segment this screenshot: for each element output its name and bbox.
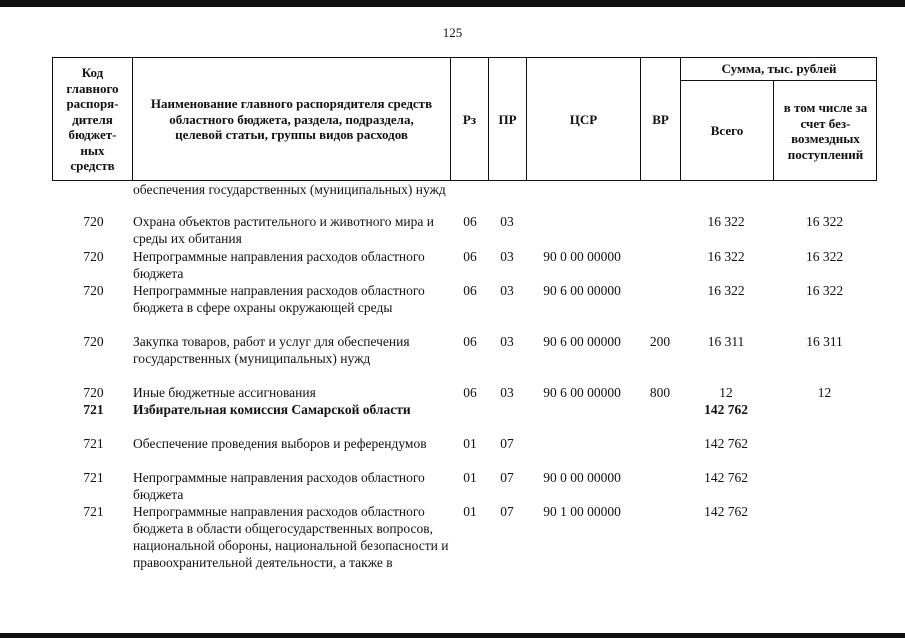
cell-free: 16 311 bbox=[806, 334, 843, 349]
header-name: Наименование главного распорядителя средств областного бюджета, раздела, подраздела, целевой статьи, группы видов расходов bbox=[132, 57, 450, 181]
header-sum: Сумма, тыс. рублей bbox=[680, 57, 877, 80]
cell-pr: 03 bbox=[500, 249, 514, 264]
cell-name: Непрограммные направления расходов областного бюджета в области общегосударственных вопросов, национальной обороны, национальной безопасности и правоохранительной деятельности, а также в bbox=[133, 504, 449, 570]
cell-code: 720 bbox=[83, 283, 104, 298]
cell-free: 12 bbox=[817, 385, 832, 400]
cell-name: Иные бюджетные ассигнования bbox=[133, 385, 316, 400]
cell-csr: 90 0 00 00000 bbox=[543, 249, 621, 264]
header-right-border bbox=[876, 57, 877, 181]
cell-code: 720 bbox=[83, 385, 104, 400]
cell-name: Избирательная комиссия Самарской области bbox=[133, 402, 411, 417]
cell-name: Охрана объектов растительного и животного мира и среды их обитания bbox=[133, 214, 434, 246]
cell-pr: 03 bbox=[500, 214, 514, 229]
page-number: 125 bbox=[442, 25, 463, 40]
header-total: Всего bbox=[680, 80, 773, 181]
header-csr: ЦСР bbox=[526, 57, 640, 181]
cell-pr: 03 bbox=[500, 334, 514, 349]
cell-rz: 01 bbox=[463, 470, 477, 485]
header-vr: ВР bbox=[640, 57, 680, 181]
cell-pr: 03 bbox=[500, 283, 514, 298]
cell-name: Закупка товаров, работ и услуг для обеспечения государственных (муниципальных) нужд bbox=[133, 334, 410, 366]
cell-total: 16 322 bbox=[707, 283, 745, 298]
cell-code: 721 bbox=[83, 504, 104, 519]
cell-total: 142 762 bbox=[704, 504, 748, 519]
cell-name: обеспечения государственных (муниципальных) нужд bbox=[133, 182, 446, 197]
cell-vr: 200 bbox=[649, 334, 671, 349]
cell-name: Обеспечение проведения выборов и референдумов bbox=[133, 436, 427, 451]
cell-total: 16 322 bbox=[707, 249, 745, 264]
header-code: Код главного распоря-дителя бюджет-ных средств bbox=[52, 57, 132, 181]
cell-name: Непрограммные направления расходов областного бюджета bbox=[133, 249, 425, 281]
cell-total: 142 762 bbox=[704, 402, 748, 417]
header-pr: ПР bbox=[488, 57, 526, 181]
cell-code: 720 bbox=[83, 249, 104, 264]
cell-rz: 01 bbox=[463, 504, 477, 519]
cell-total: 142 762 bbox=[704, 470, 748, 485]
top-border bbox=[0, 0, 905, 7]
cell-vr: 800 bbox=[649, 385, 671, 400]
cell-pr: 07 bbox=[500, 504, 514, 519]
cell-total: 142 762 bbox=[704, 436, 748, 451]
cell-code: 721 bbox=[83, 402, 104, 417]
header-free: в том числе за счет без-возмездных поступлений bbox=[773, 80, 877, 181]
cell-pr: 07 bbox=[500, 470, 514, 485]
cell-csr: 90 6 00 00000 bbox=[543, 385, 621, 400]
cell-code: 720 bbox=[83, 214, 104, 229]
cell-free: 16 322 bbox=[805, 249, 844, 264]
cell-rz: 06 bbox=[463, 385, 477, 400]
cell-csr: 90 6 00 00000 bbox=[543, 334, 621, 349]
cell-code: 720 bbox=[83, 334, 104, 349]
cell-rz: 06 bbox=[463, 214, 477, 229]
cell-name: Непрограммные направления расходов областного бюджета в сфере охраны окружающей среды bbox=[133, 283, 425, 315]
cell-csr: 90 1 00 00000 bbox=[543, 504, 621, 519]
cell-name: Непрограммные направления расходов областного бюджета bbox=[133, 470, 425, 502]
cell-pr: 03 bbox=[500, 385, 514, 400]
cell-total: 16 311 bbox=[707, 334, 745, 349]
cell-code: 721 bbox=[83, 470, 104, 485]
cell-csr: 90 0 00 00000 bbox=[543, 470, 621, 485]
cell-pr: 07 bbox=[500, 436, 514, 451]
cell-csr: 90 6 00 00000 bbox=[543, 283, 621, 298]
cell-total: 12 bbox=[719, 385, 733, 400]
cell-free: 16 322 bbox=[805, 283, 844, 298]
header-rz: Рз bbox=[450, 57, 488, 181]
cell-rz: 06 bbox=[463, 249, 477, 264]
cell-free: 16 322 bbox=[805, 214, 844, 229]
cell-rz: 01 bbox=[463, 436, 477, 451]
cell-rz: 06 bbox=[463, 334, 477, 349]
cell-rz: 06 bbox=[463, 283, 477, 298]
cell-code: 721 bbox=[83, 436, 104, 451]
cell-total: 16 322 bbox=[707, 214, 745, 229]
bottom-border bbox=[0, 633, 905, 638]
